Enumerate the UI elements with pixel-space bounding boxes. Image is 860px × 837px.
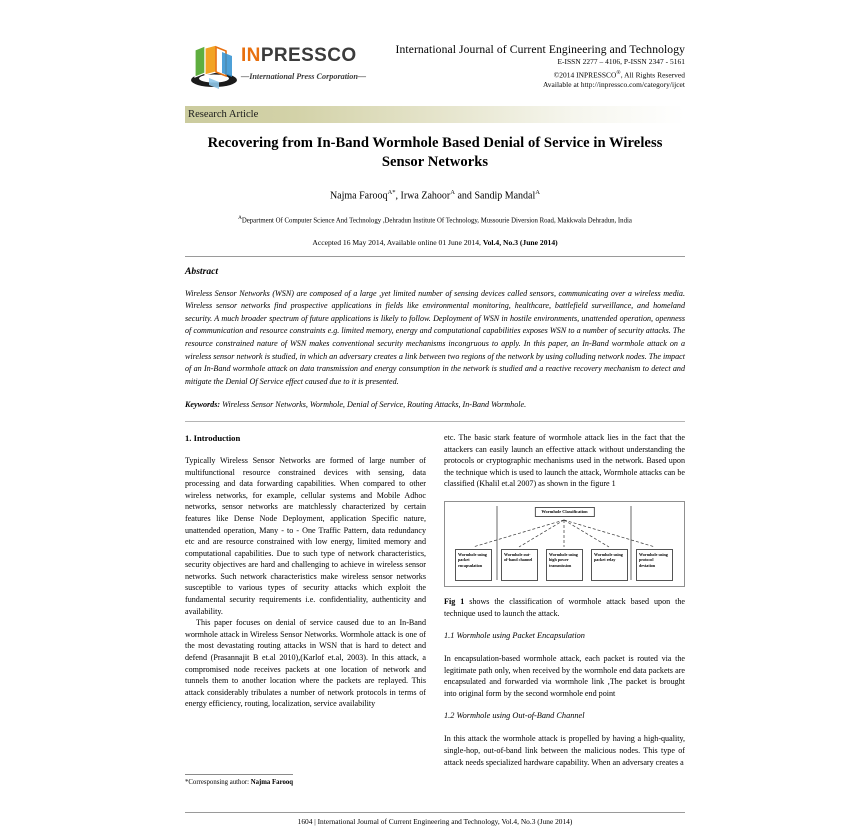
page-content [185,38,685,787]
abstract-text: Wireless Sensor Networks (WSN) are composed of a large ,yet limited number of sensing devices called sensors, communicating over a wireless media. Wireless sensor networks find prospective applications in fields like environmental monitoring, healthcare, battlefield surveillance, and homeland security. A much broader spectrum of future applications is likely to follow. Deployment of WSN in hostile environments, unattended operation, openness of communication and resource constraints e.g. limited memory, energy and computational capabilities exposes WSN to a number of security attacks. The resource constrained nature of WSN makes conventional security mechanisms incongruous to apply. In this paper, an In-Band wormhole attack on a wireless sensor network is studied, in which an adversary creates a link between two regions of the network by using colluding network nodes. The impact of an In-Band wormhole attack on data transmission and energy consumption in the network is studied and a reactive recovery mechanism to detect and mitigate the Denial Of Service effect caused due to it is presented. [185,288,685,386]
figure-root-node: Wormhole Classification [534,507,594,517]
author-marker-1: A* [387,189,396,196]
right-paragraph-2: In encapsulation-based wormhole attack, each packet is routed via the legitimate path only, when received by the wormhole end data packets are encapsulated and forwarded via wormhole link ,The packet is brought into original form by the second wormhole end point [444,654,685,698]
figure-caption-text: shows the classification of wormhole attack based upon the technique used to launch the attack. [444,596,685,618]
logo-word-pressco: PRESSCO [260,45,357,66]
footnote-name: Najma Farooq [249,778,294,786]
article-type-label: Research Article [188,109,259,120]
copyright-post: , All Rights Reserved [620,69,685,79]
author-name-2: Irwa Zahoor [400,190,451,202]
subsection-heading-1-2: 1.2 Wormhole using Out-of-Band Channel [444,711,585,721]
affiliation-text: Department Of Computer Science And Technology ,Dehradun Institute Of Technology, Mussourie Diversion Road, Makkwala Dehradun, India [241,217,632,225]
abstract-heading: Abstract [185,265,219,277]
figure-leaf-node-3: Wormhole using high power transmission [546,549,583,581]
figure-leaf-node-1: Wormhole using packet encapsulation [455,549,492,581]
copyright-pre: ©2014 INPRESSCO [553,69,617,79]
logo-word [241,45,357,66]
author-marker-2: A [450,189,455,196]
author-name-3: Sandip Mandal [474,190,536,202]
journal-title: International Journal of Current Engineering and Technology [395,43,685,56]
figure-leaf-node-2: Wormhole out-of-band channel [501,549,538,581]
masthead [185,38,685,100]
footer-citation: 1604 | International Journal of Current Engineering and Technology, Vol.4, No.3 (June 2014) [297,817,573,826]
footnote-block [185,774,426,787]
corresponding-author-note [185,778,426,787]
section-heading-introduction: 1. Introduction [185,432,241,443]
logo-tagline: —International Press Corporation— [241,72,367,81]
keywords [185,399,685,412]
journal-info [396,38,685,91]
affiliation-marker: A [238,215,242,222]
figure-1-wormhole-classification [444,501,685,587]
journal-copyright [396,68,685,81]
right-paragraph-3: In this attack the wormhole attack is propelled by having a high-quality, single-hop, out-of-band link between the malicious nodes. This type of attack needs specialized hardware capability. When an adversary creates a [444,734,685,767]
page-title: Recovering from In-Band Wormhole Based Denial of Service in Wireless Sensor Networks [207,135,663,170]
logo-wordmark [241,46,366,84]
right-paragraph-1: etc. The basic stark feature of wormhole attack lies in the fact that the attackers can easily launch an effective attack without understanding the protocols or cryptographic mechanisms used in the network. Based upon the technique which is used to launch the attack, Wormhole attacks can be classified (Khalil et.al 2007) as shown in the figure 1 [444,432,685,489]
right-column [444,432,685,787]
author-list: Najma Farooq$^{A*}$, Irwa Zahoor$^A$ and Sandip Mandal$^A$ [329,189,541,202]
figure-leaf-node-4: Wormhole using packet relay [591,549,628,581]
footnote-divider [185,774,293,775]
accepted-dates: Accepted 16 May 2014, Available online 01 June 2014, [312,237,483,247]
journal-availability: Available at http://inpressco.com/category/ijcet [542,80,685,90]
page-footer [185,812,685,827]
intro-paragraph-2: This paper focuses on denial of service caused due to an In-Band wormhole attack in Wireless Sensor Networks. Wormhole attack is one of the most devastating routing attacks in WSN that is hard to detect and defend (Prasannajit B et.al 2010),(Karlof et.al, 2003). In this attack, a compromised node receives packets at one location of network and tunnels them to another location where the packets are replayed. This attack considerably tribulates a number of network protocols in terms of energy efficiency, routing, localization, service availability [185,618,426,709]
journal-issn: E-ISSN 2277 – 4106, P-ISSN 2347 - 5161 [557,57,685,66]
books-stack-icon [189,42,241,90]
inpressco-logo [185,38,367,96]
footnote-label: *Corresponsing author: [185,778,249,786]
divider-top [185,256,685,257]
left-column [185,432,426,787]
accepted-volume: Vol.4, No.3 (June 2014) [482,237,558,247]
article-type-band [185,106,685,123]
divider-abstract [185,421,685,422]
footer-divider [185,812,685,813]
accepted-line [185,238,685,247]
figure-leaf-node-5: Wormhole using protocol deviation [636,549,673,581]
subsection-heading-1-1: 1.1 Wormhole using Packet Encapsulation [444,631,585,641]
keywords-label: Keywords: [185,400,221,410]
figure-1-caption [444,596,685,619]
logo-word-in: IN [241,45,261,66]
registered-mark: ® [616,69,621,76]
keywords-text: Wireless Sensor Networks, Wormhole, Denial of Service, Routing Attacks, In-Band Wormhole. [220,400,527,410]
figure-caption-label: Fig 1 [444,596,465,606]
body-columns [185,432,685,787]
affiliation [185,213,685,226]
intro-paragraph-1: Typically Wireless Sensor Networks are formed of large number of multifunctional resource constrained devices with sensing, data processing and data forwarding capabilities. When compared to other wireless networks, for example, cellular systems and Mobile Adhoc networks, sensor networks are matchlessly characterized by certain features like Dense Node Deployment, application Specific nature, unattended operation, Many - to - One Traffic Pattern, data redundancy etc and are resource constrained with low energy, limited memory and computational capabilities. Due to such type of network characteristics, security objectives are hard and challenging to achieve in wireless sensor networks. Such network characteristics make wireless sensor networks susceptible to various types of security attacks which exploit the fundamental security requirements i.e. confidentiality, authenticity and availability. [185,455,426,616]
author-marker-3: A [535,189,541,196]
author-name-1: Najma Farooq [329,190,388,202]
